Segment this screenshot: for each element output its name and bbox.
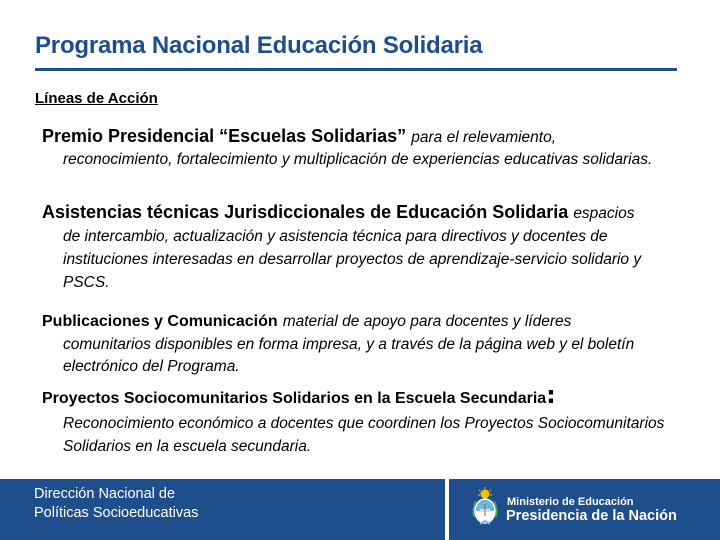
section-subtitle: Líneas de Acción [35,90,158,107]
presidency-name: Presidencia de la Nación [506,508,677,524]
action-line-description: Reconocimiento económico a docentes que coordinen los Proyectos Sociocomunitarios Solidarios en la escuela secundaria. [63,415,665,455]
action-line-description: de intercambio, actualización y asistencia técnica para directivos y docentes de instituciones interesadas en desarrollar proyectos de aprendizaje-servicio solidario y PSCS. [63,228,642,291]
action-line-item [42,126,682,170]
action-line-item [42,202,682,294]
title-underline [35,68,677,71]
footer-directorate-line2: Políticas Socioeducativas [34,505,199,521]
action-line-description: comunitarios disponibles en forma impresa, y a través de la página web y el boletín electrónico del Programa. [63,336,635,375]
action-line-description-start: material de apoyo para docentes y líderes [282,313,572,330]
action-line-description-start: para el relevamiento, [411,129,557,146]
action-line-heading: Asistencias técnicas Jurisdiccionales de Educación Solidaria [42,202,569,222]
footer-directorate-line1: Dirección Nacional de [34,486,176,502]
coat-of-arms-icon [470,487,500,527]
action-line-item [42,311,682,378]
heading-colon: : [546,381,556,409]
action-line-heading: Publicaciones y Comunicación [42,313,278,330]
action-line-item [42,381,682,458]
footer-directorate [34,485,198,523]
action-line-description: reconocimiento, fortalecimiento y multiplicación de experiencias educativas solidarias. [63,151,653,168]
ministry-name: Ministerio de Educación [507,496,634,508]
action-line-heading: Proyectos Sociocomunitarios Solidarios en la Escuela Secundaria [42,390,547,407]
action-line-description-start: espacios [573,205,635,222]
page-title: Programa Nacional Educación Solidaria [35,32,483,59]
action-line-heading: Premio Presidencial “Escuelas Solidarias” [42,126,407,146]
